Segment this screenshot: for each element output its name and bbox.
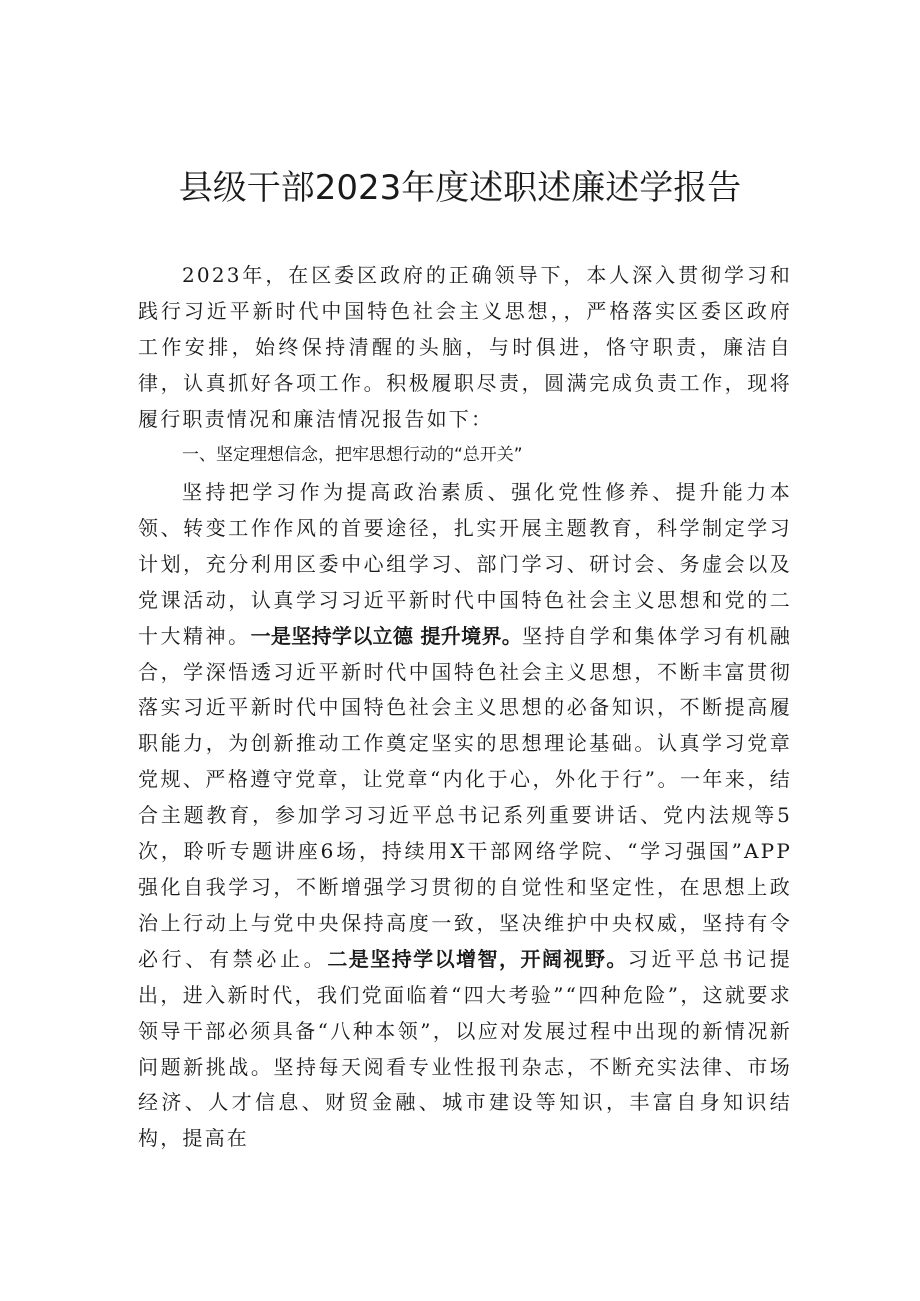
bold-point-2: 二是坚持学以增智，开阔视野。 — [327, 946, 628, 971]
paragraph-text: 习近平总书记提出，进入新时代，我们党面临着“四大考验”“四种危险”，这就要求领导干部必须具备“八种本领”，以应对发展过程中出现的新情况新问题新挑战。坚持每天阅看专业性报刊杂志，不断充实法律、市场经济、人才信息、财贸金融、城市建设等知识，丰富自身知识结构，提高在 — [138, 946, 792, 1151]
paragraph-text: 坚持自学和集体学习有机融合，学深悟透习近平新时代中国特色社会主义思想，不断丰富贯彻落实习近平新时代中国特色社会主义思想的必备知识，不断提高履职能力，为创新推动工作奠定坚实的思想理论基础。认真学习党章党规、严格遵守党章，让党章“内化于心，外化于行”。一年来，结合主题教育，参加学习习近平总书记系列重要讲话、党内法规等5次，聆听专题讲座6场，持续用X干部网络学院、“学习强国”APP强化自我学习，不断增强学习贯彻的自觉性和坚定性，在思想上政治上行动上与党中央保持高度一致，坚决维护中央权威，坚持有令必行、有禁必止。 — [138, 623, 793, 971]
paragraph-text: 坚持把学习作为提高政治素质、强化党性修养、提升能力本领、转变工作作风的首要途径，扎实开展主题教育，科学制定学习计划，充分利用区委中心组学习、部门学习、研讨会、务虚会以及党课活动，认真学习习近平新时代中国特色社会主义思想和党的二十大精神。 — [138, 480, 792, 648]
section-1-paragraph — [138, 475, 792, 1157]
section-heading-1: 一、坚定理想信念，把牢思想行动的“总开关” — [182, 445, 523, 465]
bold-point-1: 一是坚持学以立德 提升境界。 — [250, 623, 523, 648]
intro-paragraph: 2023年，在区委区政府的正确领导下，本人深入贯彻学习和践行习近平新时代中国特色社会主义思想，，严格落实区委区政府工作安排，始终保持清醒的头脑，与时俱进，恪守职责，廉洁自律，认真抓好各项工作。积极履职尽责，圆满完成负责工作，现将履行职责情况和廉洁情况报告如下： — [138, 263, 792, 431]
document-title: 县级干部2023年度述职述廉述学报告 — [178, 168, 742, 208]
